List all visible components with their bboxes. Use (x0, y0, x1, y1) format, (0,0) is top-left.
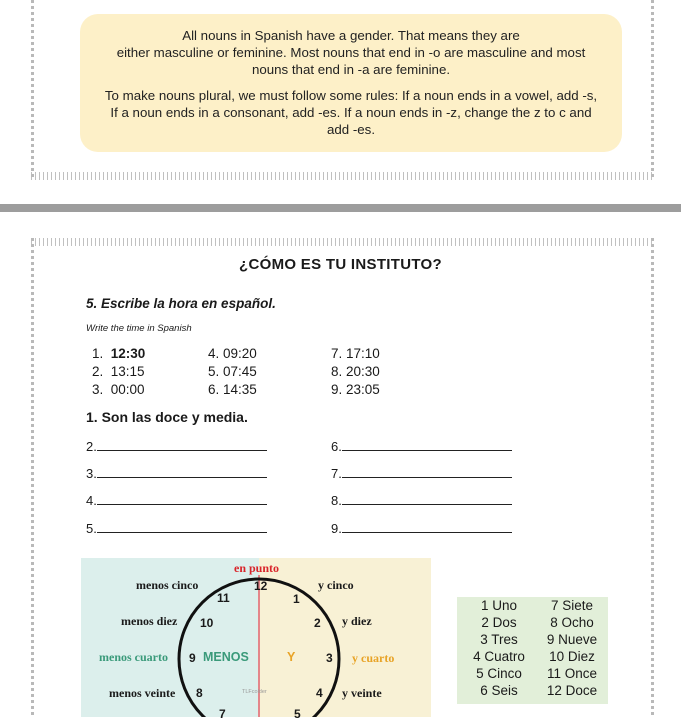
number-item: 5 Cinco (476, 666, 522, 681)
answer-line[interactable]: 2. (86, 438, 267, 454)
note-paragraph-2: To make nouns plural, we must follow some rules: If a noun ends in a vowel, add -s, If a noun ends in a consonant, add -es. If a noun ends in -z, change the z to c and add -es. (104, 88, 598, 137)
clock-label-y-cuarto: y cuarto (352, 651, 395, 665)
clock-numeral: 2 (314, 616, 321, 630)
clock-label-menos-cuarto: menos cuarto (99, 650, 168, 664)
time-item: 8. 20:30 (331, 364, 380, 379)
answer-line[interactable]: 8. (331, 492, 512, 508)
clock-numeral: 11 (217, 591, 230, 605)
number-item: 12 Doce (546, 683, 598, 698)
clock-menos-label: MENOS (203, 650, 249, 664)
page2-border-right (651, 238, 654, 717)
page2-border-left (31, 238, 34, 717)
clock-label-y-veinte: y veinte (342, 686, 382, 700)
numbers-col-1 (466, 597, 532, 699)
clock-numeral: 7 (219, 707, 226, 721)
page-border-left (31, 0, 34, 178)
answer-line[interactable]: 4. (86, 492, 267, 508)
answer-line[interactable]: 9. (331, 520, 512, 536)
clock-numeral: 4 (316, 686, 323, 700)
clock-numeral: 12 (254, 579, 268, 593)
grammar-note (80, 14, 622, 152)
number-item: 7 Siete (550, 598, 594, 613)
answer-line[interactable]: 7. (331, 465, 512, 481)
note-paragraph-1: All nouns in Spanish have a gender. That means they are either masculine or feminine. Most nouns that end in -o are masculine and most nouns that end in -a are feminine. (116, 28, 586, 77)
time-item: 1. 12:30 (92, 346, 146, 361)
time-item: 6. 14:35 (208, 382, 257, 397)
clock-label-y-cinco: y cinco (318, 578, 354, 592)
numbers-col-2 (537, 597, 607, 699)
number-item: 3 Tres (480, 632, 518, 647)
page-border-right (651, 0, 654, 178)
clock-label-y-diez: y diez (342, 614, 372, 628)
page2-border-top (31, 238, 653, 246)
clock-numeral: 8 (196, 686, 203, 700)
time-item: 5. 07:45 (208, 364, 257, 379)
clock-numeral: 10 (200, 616, 214, 630)
clock-numeral: 9 (189, 651, 196, 665)
answer-line[interactable]: 3. (86, 465, 267, 481)
page-border-bottom (31, 172, 653, 180)
number-item: 11 Once (546, 666, 598, 681)
number-item: 4 Cuatro (473, 649, 525, 664)
section-title: ¿CÓMO ES TU INSTITUTO? (239, 256, 442, 273)
number-item: 2 Dos (481, 615, 517, 630)
clock-numeral: 3 (326, 651, 333, 665)
exercise-heading: 5. Escribe la hora en español. (86, 296, 276, 311)
clock-label-menos-cinco: menos cinco (136, 578, 199, 592)
exercise-subheading: Write the time in Spanish (86, 323, 192, 334)
time-item: 2. 13:15 (92, 364, 145, 379)
clock-label-menos-diez: menos diez (121, 614, 178, 628)
clock-label-menos-veinte: menos veinte (109, 686, 176, 700)
answer-line[interactable]: 6. (331, 438, 512, 454)
time-item: 3. 00:00 (92, 382, 145, 397)
clock-numeral: 5 (294, 707, 301, 721)
example-answer: 1. Son las doce y media. (86, 409, 248, 425)
number-item: 9 Nueve (546, 632, 598, 647)
answer-line[interactable]: 5. (86, 520, 267, 536)
number-item: 6 Seis (480, 683, 518, 698)
clock-numeral: 1 (293, 592, 300, 606)
time-item: 9. 23:05 (331, 382, 380, 397)
number-item: 1 Uno (480, 598, 518, 613)
page-separator (0, 204, 681, 212)
number-item: 8 Ocho (550, 615, 594, 630)
time-item: 4. 09:20 (208, 346, 257, 361)
clock-watermark: TLFcolder (242, 689, 267, 695)
clock-y-label: Y (287, 650, 296, 664)
number-item: 10 Diez (549, 649, 595, 664)
clock-en-punto: en punto (234, 561, 280, 575)
time-item: 7. 17:10 (331, 346, 380, 361)
